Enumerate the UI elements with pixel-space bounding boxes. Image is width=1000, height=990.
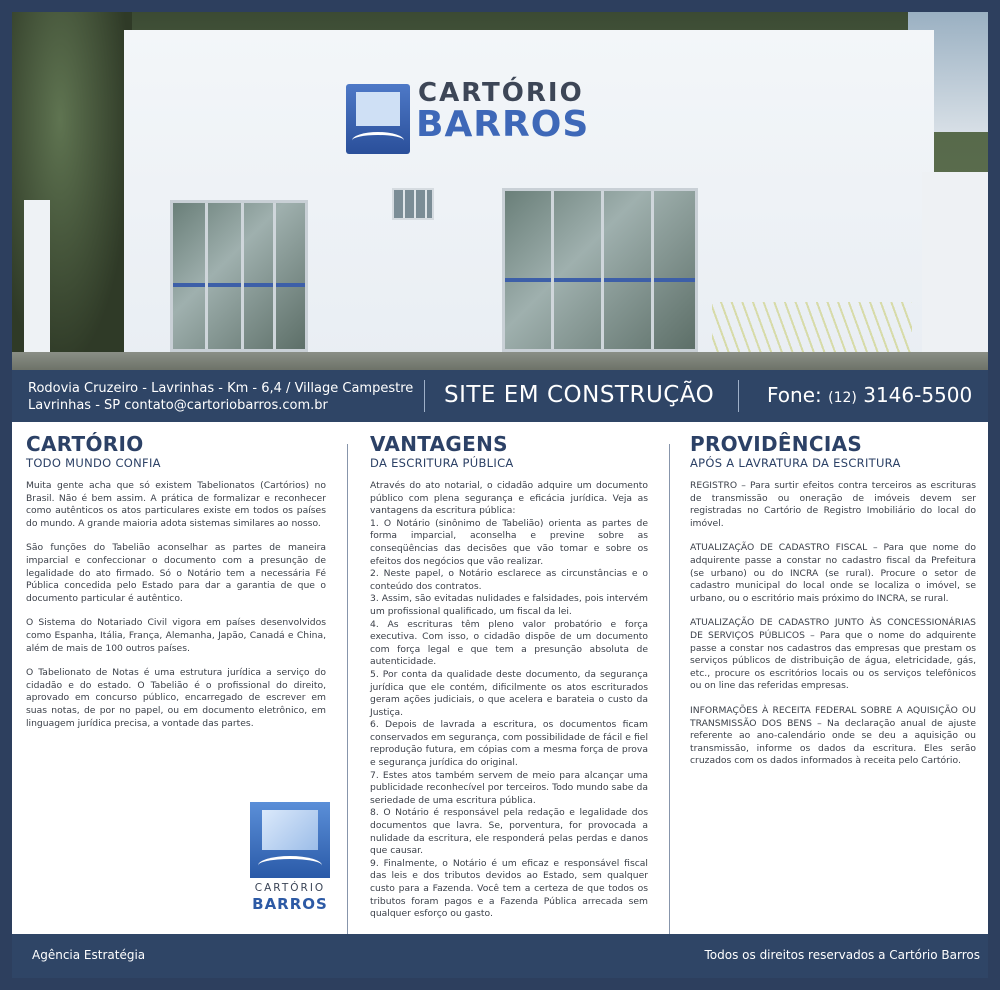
separator — [424, 380, 425, 412]
paragraph: São funções do Tabelião aconselhar as partes de maneira imparcial e confeccionar o documento com a presunção de legalidade do ato firmado. Só o Notário tem a necessária Fé Pública concedida pelo Estado para dar a garantia de que o documento particular é autêntico. — [26, 542, 326, 604]
phone-ddd: (12) — [828, 390, 857, 406]
copyright: Todos os direitos reservados a Cartório Barros — [704, 948, 980, 962]
phone-block — [767, 383, 972, 407]
hero-photo — [12, 12, 988, 370]
book-monitor-icon — [250, 802, 330, 878]
agency-credit: Agência Estratégia — [32, 948, 146, 962]
page-frame — [12, 12, 988, 978]
footer — [12, 934, 988, 978]
address-line2: Lavrinhas - SP contato@cartoriobarros.com.br — [28, 398, 328, 413]
sign-line1: CARTÓRIO — [418, 78, 584, 108]
paragraph: Muita gente acha que só existem Tabelionatos (Cartórios) no Brasil. Não é bem assim. A prática de formalizar e reconhecer como autênticos os atos particulares existe em todos os países do mundo. A grande maioria adota sistemas similares ao nosso. — [26, 480, 326, 529]
column-title: CARTÓRIO — [26, 432, 144, 456]
address-block — [28, 380, 413, 414]
list-item: 6. Depois de lavrada a escritura, os documentos ficam conservados em segurança, com possibilidade de fácil e fiel reprodução futura, em cópias com a mesma força de prova e segurança jurídica do original. — [370, 719, 648, 769]
list-item: 5. Por conta da qualidade deste documento, da segurança jurídica que ele contém, dificilmente os atos escriturados geram ações judiciais, o que acelera e barateia o custo da Justiça. — [370, 668, 648, 718]
left-glass-window — [170, 200, 308, 352]
phone-number: 3146-5500 — [863, 383, 973, 407]
side-wall — [922, 172, 988, 362]
paragraph: INFORMAÇÕES À RECEITA FEDERAL SOBRE A AQUISIÇÃO OU TRANSMISSÃO DOS BENS – Na declaração anual de ajuste referente ao ano-calendário onde se deu a aquisição ou transmissão, informe os dados da escritura. Eles serão cruzados com os dados informados à receita pelo Cartório. — [690, 704, 976, 767]
column-subtitle: TODO MUNDO CONFIA — [26, 456, 161, 470]
paragraph: ATUALIZAÇÃO DE CADASTRO JUNTO ÀS CONCESSIONÁRIAS DE SERVIÇOS PÚBLICOS – Para que o nome do adquirente passe a constar nos cadastros das empresas que prestam os serviços públicos de distribuição de água, eletricidade, gás, etc., procure os escritórios locais ou os serviços telefônicos ou on line das referidas empresas. — [690, 617, 976, 692]
cartorio-logo — [248, 802, 332, 914]
column-subtitle: APÓS A LAVRATURA DA ESCRITURA — [690, 456, 901, 470]
logo-line2: BARROS — [252, 895, 328, 913]
list-item: 7. Estes atos também servem de meio para alcançar uma publicidade reconhecível por terceiros. Todo mundo sabe da seriedade de uma escritura pública. — [370, 769, 648, 806]
column-subtitle: DA ESCRITURA PÚBLICA — [370, 456, 514, 470]
paragraph: REGISTRO – Para surtir efeitos contra terceiros as escrituras de transmissão ou oneração de imóveis devem ser registradas no Cartório de Registro Imobiliário do local do imóvel. — [690, 480, 976, 529]
list-item: 1. O Notário (sinônimo de Tabelião) orienta as partes de forma imparcial, aconselha e previne sobre as conseqüências das decisões que vão tomar e sobre os efeitos dos negócios que vão realizar. — [370, 517, 648, 567]
separator — [738, 380, 739, 412]
logo-line1: CARTÓRIO — [254, 882, 326, 894]
column-cartorio — [26, 432, 326, 742]
book-monitor-icon — [346, 84, 410, 154]
column-title: PROVIDÊNCIAS — [690, 432, 863, 456]
right-glass-window — [502, 188, 698, 352]
column-title: VANTAGENS — [370, 432, 508, 456]
list-item: 3. Assim, são evitadas nulidades e falsidades, pois intervém um profissional qualificado, um fiscal da lei. — [370, 593, 648, 617]
column-divider — [347, 444, 348, 934]
paragraph: O Tabelionato de Notas é uma estrutura jurídica a serviço do cidadão e do estado. O Tabelião é o profissional do direito, aprovado em concurso público, encarregado de escrever em suas notas, de por no papel, ou em documento eletrônico, em linguagem jurídica precisa, a vontade das partes. — [26, 667, 326, 729]
list-item: 9. Finalmente, o Notário é um eficaz e responsável fiscal das leis e dos tributos devidos ao Estado, sem qualquer custo para a Fazenda. Você tem a certeza de que todos os tributos foram pagos e a Fazenda Pública arrecada sem qualquer esforço ou gasto. — [370, 857, 648, 920]
glass-block-vent — [392, 188, 434, 220]
paragraph: O Sistema do Notariado Civil vigora em países desenvolvidos como Espanha, Itália, França, Alemanha, Japão, Canadá e China, além de mais de 100 outros países. — [26, 617, 326, 654]
list-item: 2. Neste papel, o Notário esclarece as circunstâncias e o conteúdo dos contratos. — [370, 568, 648, 592]
info-bar — [12, 370, 988, 422]
facade-sign — [346, 72, 590, 162]
column-divider — [669, 444, 670, 934]
list-item: 4. As escrituras têm pleno valor probatório e força executiva. Com isso, o cidadão dispõe de um documento com força legal e que tem a presunção absoluta de autenticidade. — [370, 618, 648, 668]
column-vantagens — [370, 432, 648, 921]
paragraph: ATUALIZAÇÃO DE CADASTRO FISCAL – Para que nome do adquirente passe a constar no cadastro fiscal da Prefeitura (se urbano) ou do INCRA (se rural). Procure o setor de cadastro municipal do local onde se localiza o imóvel, se urbano, ou o escritório mais próximo do INCRA, se rural. — [690, 542, 976, 604]
sign-line2: BARROS — [416, 104, 590, 145]
construction-notice: SITE EM CONSTRUÇÃO — [444, 382, 715, 408]
paragraph: Através do ato notarial, o cidadão adquire um documento público com plena segurança e eficácia jurídica. Veja as vantagens da escritura pública: — [370, 480, 648, 517]
phone-label: Fone: — [767, 383, 822, 407]
list-item: 8. O Notário é responsável pela redação e legalidade dos documentos que lavra. Se, porventura, for provocada a nulidade da escritura, ele responderá pelas perdas e danos que causar. — [370, 807, 648, 857]
address-line1: Rodovia Cruzeiro - Lavrinhas - Km - 6,4 / Village Campestre — [28, 381, 414, 396]
column-providencias — [690, 432, 976, 780]
gate-pillar — [24, 200, 50, 360]
ground — [12, 352, 988, 370]
